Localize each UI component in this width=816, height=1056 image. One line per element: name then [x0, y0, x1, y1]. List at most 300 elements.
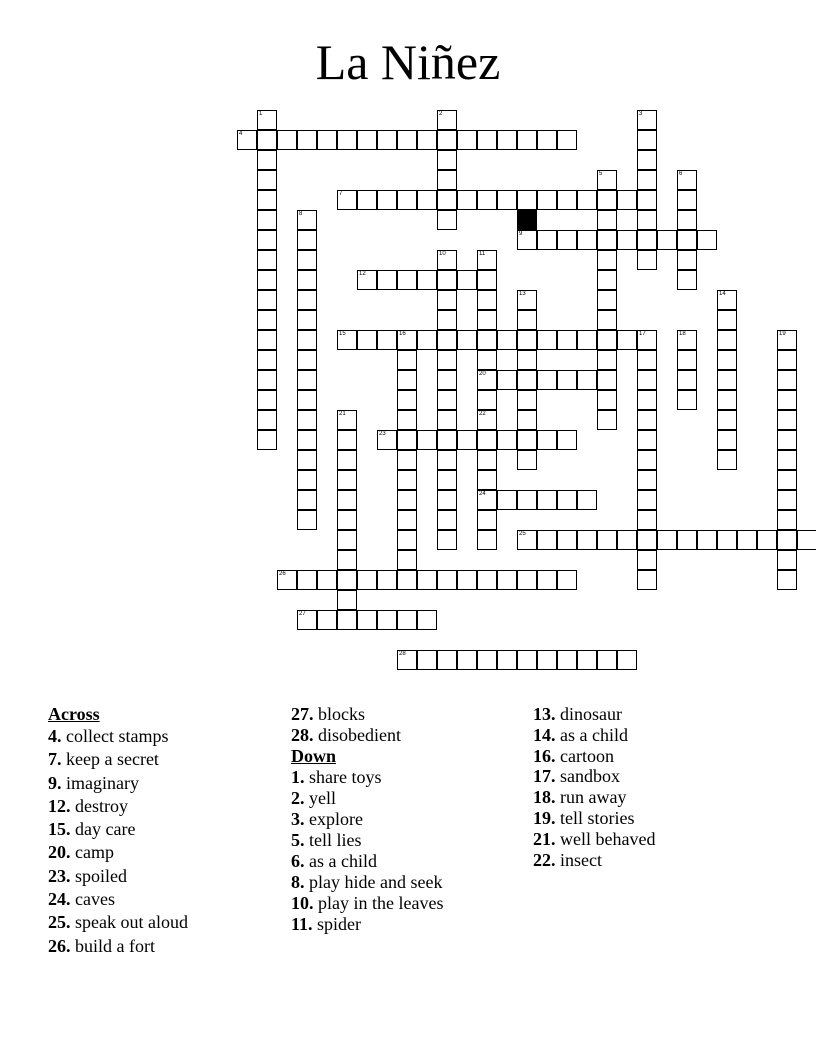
grid-cell[interactable]: [717, 410, 737, 430]
grid-cell[interactable]: [517, 130, 537, 150]
grid-cell[interactable]: [437, 190, 457, 210]
grid-cell[interactable]: [437, 310, 457, 330]
clue-text: caves: [70, 889, 115, 910]
grid-cell[interactable]: [277, 130, 297, 150]
grid-cell[interactable]: [637, 530, 657, 550]
grid-cell[interactable]: [477, 290, 497, 310]
grid-cell[interactable]: [617, 190, 637, 210]
grid-cell[interactable]: [497, 330, 517, 350]
grid-cell[interactable]: [357, 130, 377, 150]
grid-cell[interactable]: [617, 650, 637, 670]
grid-cell[interactable]: [417, 130, 437, 150]
grid-cell[interactable]: [677, 330, 697, 350]
grid-cell[interactable]: [577, 330, 597, 350]
grid-cell[interactable]: [437, 170, 457, 190]
grid-cell[interactable]: [457, 130, 477, 150]
grid-cell[interactable]: [437, 330, 457, 350]
grid-cell[interactable]: [677, 210, 697, 230]
grid-cell[interactable]: [417, 610, 437, 630]
grid-cell[interactable]: [657, 230, 677, 250]
grid-cell[interactable]: [297, 270, 317, 290]
grid-cell[interactable]: [637, 350, 657, 370]
grid-cell[interactable]: [317, 610, 337, 630]
grid-cell[interactable]: [337, 550, 357, 570]
grid-cell[interactable]: [257, 410, 277, 430]
grid-cell[interactable]: [397, 270, 417, 290]
grid-cell[interactable]: [337, 510, 357, 530]
grid-cell[interactable]: [557, 650, 577, 670]
grid-cell[interactable]: [437, 130, 457, 150]
grid-cell[interactable]: [497, 190, 517, 210]
grid-cell[interactable]: [317, 570, 337, 590]
grid-cell[interactable]: [757, 530, 777, 550]
grid-cell[interactable]: [437, 250, 457, 270]
grid-cell[interactable]: [637, 570, 657, 590]
grid-cell[interactable]: [637, 490, 657, 510]
grid-cell[interactable]: [637, 510, 657, 530]
grid-cell[interactable]: [297, 290, 317, 310]
grid-cell[interactable]: [537, 130, 557, 150]
grid-cell[interactable]: [257, 190, 277, 210]
grid-cell[interactable]: [557, 190, 577, 210]
grid-cell[interactable]: [237, 130, 257, 150]
grid-cell[interactable]: [477, 570, 497, 590]
clue-item: [533, 725, 655, 746]
grid-cell[interactable]: [777, 530, 797, 550]
grid-cell[interactable]: [477, 350, 497, 370]
grid-cell[interactable]: [577, 490, 597, 510]
grid-cell[interactable]: [277, 570, 297, 590]
grid-cell[interactable]: [297, 510, 317, 530]
grid-cell[interactable]: [777, 430, 797, 450]
grid-cell[interactable]: [477, 530, 497, 550]
grid-cell[interactable]: [557, 430, 577, 450]
clue-item: [291, 830, 443, 851]
grid-cell[interactable]: [377, 190, 397, 210]
grid-cell[interactable]: [677, 390, 697, 410]
grid-cell[interactable]: [517, 650, 537, 670]
grid-cell[interactable]: [697, 230, 717, 250]
grid-cell[interactable]: [537, 230, 557, 250]
grid-cell[interactable]: [437, 490, 457, 510]
grid-cell[interactable]: [397, 370, 417, 390]
grid-cell[interactable]: [637, 430, 657, 450]
grid-cell[interactable]: [597, 350, 617, 370]
clue-text: play in the leaves: [313, 893, 444, 913]
grid-cell[interactable]: [437, 450, 457, 470]
grid-cell[interactable]: [417, 270, 437, 290]
grid-cell[interactable]: [397, 530, 417, 550]
grid-cell[interactable]: [617, 330, 637, 350]
grid-cell[interactable]: [637, 170, 657, 190]
grid-cell[interactable]: [257, 110, 277, 130]
grid-cell[interactable]: [397, 350, 417, 370]
grid-cell[interactable]: [517, 350, 537, 370]
grid-cell[interactable]: [677, 530, 697, 550]
grid-cell[interactable]: [437, 530, 457, 550]
grid-cell[interactable]: [437, 290, 457, 310]
grid-cell[interactable]: [637, 450, 657, 470]
grid-cell[interactable]: [457, 270, 477, 290]
grid-cell[interactable]: [777, 350, 797, 370]
grid-cell[interactable]: [577, 370, 597, 390]
grid-cell[interactable]: [717, 310, 737, 330]
grid-cell[interactable]: [297, 430, 317, 450]
grid-cell[interactable]: [397, 410, 417, 430]
grid-cell[interactable]: [537, 650, 557, 670]
grid-cell[interactable]: [497, 130, 517, 150]
cell-number: 26: [279, 571, 286, 577]
grid-cell[interactable]: [677, 190, 697, 210]
grid-cell[interactable]: [337, 470, 357, 490]
grid-cell[interactable]: [517, 290, 537, 310]
grid-cell[interactable]: [457, 190, 477, 210]
grid-cell[interactable]: [477, 270, 497, 290]
grid-cell[interactable]: [417, 650, 437, 670]
grid-cell[interactable]: [337, 570, 357, 590]
grid-cell[interactable]: [517, 410, 537, 430]
grid-cell[interactable]: [777, 330, 797, 350]
grid-cell[interactable]: [397, 650, 417, 670]
grid-cell[interactable]: [597, 190, 617, 210]
grid-cell[interactable]: [597, 250, 617, 270]
grid-cell[interactable]: [337, 490, 357, 510]
grid-cell[interactable]: [797, 530, 816, 550]
grid-cell[interactable]: [297, 350, 317, 370]
grid-cell[interactable]: [677, 230, 697, 250]
grid-cell[interactable]: [437, 110, 457, 130]
grid-cell[interactable]: [297, 610, 317, 630]
grid-cell[interactable]: [397, 190, 417, 210]
grid-cell[interactable]: [357, 330, 377, 350]
grid-cell[interactable]: [337, 610, 357, 630]
grid-cell[interactable]: [297, 230, 317, 250]
grid-cell[interactable]: [537, 570, 557, 590]
grid-cell[interactable]: [397, 130, 417, 150]
grid-cell[interactable]: [337, 450, 357, 470]
grid-cell[interactable]: [597, 310, 617, 330]
grid-cell[interactable]: [297, 250, 317, 270]
grid-cell[interactable]: [717, 390, 737, 410]
grid-cell[interactable]: [677, 370, 697, 390]
grid-cell[interactable]: [637, 190, 657, 210]
grid-cell[interactable]: [297, 490, 317, 510]
grid-cell[interactable]: [637, 390, 657, 410]
grid-cell[interactable]: [437, 470, 457, 490]
grid-cell[interactable]: [477, 370, 497, 390]
grid-cell[interactable]: [257, 310, 277, 330]
grid-cell[interactable]: [457, 570, 477, 590]
clue-number: 4.: [48, 726, 62, 746]
grid-cell[interactable]: [677, 270, 697, 290]
grid-cell[interactable]: [437, 650, 457, 670]
grid-cell[interactable]: [337, 530, 357, 550]
grid-cell[interactable]: [397, 390, 417, 410]
grid-cell[interactable]: [397, 550, 417, 570]
grid-cell[interactable]: [257, 350, 277, 370]
grid-cell[interactable]: [777, 410, 797, 430]
grid-cell[interactable]: [597, 170, 617, 190]
grid-cell[interactable]: [477, 330, 497, 350]
grid-cell[interactable]: [637, 550, 657, 570]
grid-cell[interactable]: [577, 530, 597, 550]
grid-cell[interactable]: [297, 390, 317, 410]
grid-cell[interactable]: [257, 290, 277, 310]
clue-number: 10.: [291, 893, 314, 913]
grid-cell[interactable]: [257, 390, 277, 410]
cell-number: 22: [479, 411, 486, 417]
grid-cell[interactable]: [477, 250, 497, 270]
grid-cell[interactable]: [777, 490, 797, 510]
grid-cell[interactable]: [577, 650, 597, 670]
grid-cell[interactable]: [477, 470, 497, 490]
grid-cell[interactable]: [537, 370, 557, 390]
clue-number: 19.: [533, 807, 556, 828]
grid-cell[interactable]: [557, 490, 577, 510]
grid-cell[interactable]: [257, 370, 277, 390]
grid-cell[interactable]: [477, 430, 497, 450]
grid-cell[interactable]: [257, 250, 277, 270]
grid-cell[interactable]: [537, 190, 557, 210]
grid-cell[interactable]: [637, 410, 657, 430]
grid-cell[interactable]: [517, 310, 537, 330]
grid-cell[interactable]: [517, 530, 537, 550]
grid-cell[interactable]: [557, 330, 577, 350]
grid-cell[interactable]: [597, 290, 617, 310]
grid-cell[interactable]: [417, 190, 437, 210]
grid-cell[interactable]: [457, 330, 477, 350]
grid-cell[interactable]: [257, 150, 277, 170]
clue-item: [48, 865, 188, 888]
grid-cell[interactable]: [437, 390, 457, 410]
cell-number: 27: [299, 611, 306, 617]
grid-cell[interactable]: [437, 350, 457, 370]
grid-cell[interactable]: [777, 570, 797, 590]
grid-cell[interactable]: [437, 270, 457, 290]
cell-number: 21: [339, 411, 346, 417]
grid-cell[interactable]: [317, 130, 337, 150]
grid-cell[interactable]: [517, 230, 537, 250]
grid-cell[interactable]: [737, 530, 757, 550]
grid-cell[interactable]: [597, 330, 617, 350]
grid-cell[interactable]: [537, 430, 557, 450]
grid-cell[interactable]: [297, 410, 317, 430]
grid-cell[interactable]: [777, 450, 797, 470]
grid-cell[interactable]: [517, 330, 537, 350]
grid-cell[interactable]: [357, 570, 377, 590]
grid-cell[interactable]: [537, 330, 557, 350]
clue-item: [533, 766, 655, 787]
grid-cell[interactable]: [297, 310, 317, 330]
grid-cell[interactable]: [497, 430, 517, 450]
grid-cell[interactable]: [517, 370, 537, 390]
grid-cell[interactable]: [297, 470, 317, 490]
grid-cell[interactable]: [337, 130, 357, 150]
grid-cell[interactable]: [397, 510, 417, 530]
grid-cell[interactable]: [457, 650, 477, 670]
grid-cell[interactable]: [557, 530, 577, 550]
grid-cell[interactable]: [477, 490, 497, 510]
grid-cell[interactable]: [337, 590, 357, 610]
clue-item: [48, 888, 188, 911]
grid-cell[interactable]: [457, 430, 477, 450]
grid-cell[interactable]: [377, 130, 397, 150]
grid-cell[interactable]: [717, 290, 737, 310]
grid-cell[interactable]: [257, 430, 277, 450]
grid-cell[interactable]: [297, 130, 317, 150]
grid-cell[interactable]: [597, 530, 617, 550]
grid-cell[interactable]: [257, 170, 277, 190]
grid-cell[interactable]: [777, 550, 797, 570]
grid-cell[interactable]: [637, 250, 657, 270]
grid-cell[interactable]: [397, 490, 417, 510]
grid-cell[interactable]: [597, 210, 617, 230]
grid-cell[interactable]: [417, 330, 437, 350]
grid-cell[interactable]: [437, 430, 457, 450]
grid-cell[interactable]: [597, 230, 617, 250]
grid-cell[interactable]: [357, 270, 377, 290]
grid-cell[interactable]: [537, 490, 557, 510]
grid-cell[interactable]: [477, 130, 497, 150]
grid-cell[interactable]: [477, 510, 497, 530]
grid-cell[interactable]: [497, 570, 517, 590]
grid-cell[interactable]: [597, 410, 617, 430]
grid-cell[interactable]: [597, 370, 617, 390]
grid-cell[interactable]: [397, 610, 417, 630]
grid-cell[interactable]: [477, 650, 497, 670]
grid-cell[interactable]: [437, 570, 457, 590]
grid-cell[interactable]: [637, 150, 657, 170]
grid-cell[interactable]: [637, 230, 657, 250]
grid-cell[interactable]: [437, 150, 457, 170]
grid-cell[interactable]: [337, 430, 357, 450]
grid-cell[interactable]: [477, 190, 497, 210]
grid-cell[interactable]: [517, 390, 537, 410]
grid-cell[interactable]: [337, 190, 357, 210]
grid-cell[interactable]: [397, 430, 417, 450]
grid-cell[interactable]: [557, 370, 577, 390]
grid-cell[interactable]: [397, 570, 417, 590]
grid-cell[interactable]: [637, 470, 657, 490]
grid-cell[interactable]: [397, 450, 417, 470]
grid-cell[interactable]: [297, 330, 317, 350]
grid-cell[interactable]: [717, 370, 737, 390]
grid-cell[interactable]: [377, 330, 397, 350]
grid-cell[interactable]: [637, 130, 657, 150]
grid-cell[interactable]: [557, 130, 577, 150]
grid-cell[interactable]: [257, 270, 277, 290]
grid-cell[interactable]: [777, 510, 797, 530]
grid-cell[interactable]: [397, 470, 417, 490]
grid-cell[interactable]: [257, 330, 277, 350]
grid-cell[interactable]: [517, 190, 537, 210]
grid-cell[interactable]: [617, 230, 637, 250]
grid-cell[interactable]: [417, 570, 437, 590]
grid-cell[interactable]: [557, 570, 577, 590]
clue-text: yell: [304, 788, 336, 808]
grid-cell[interactable]: [417, 430, 437, 450]
clue-item: [48, 795, 188, 818]
grid-cell[interactable]: [777, 390, 797, 410]
clue-number: 22.: [533, 849, 556, 870]
grid-cell[interactable]: [617, 530, 637, 550]
grid-cell[interactable]: [677, 350, 697, 370]
grid-cell[interactable]: [537, 530, 557, 550]
grid-cell[interactable]: [337, 410, 357, 430]
grid-cell[interactable]: [357, 190, 377, 210]
grid-cell[interactable]: [257, 230, 277, 250]
grid-cell[interactable]: [357, 610, 377, 630]
grid-cell[interactable]: [717, 430, 737, 450]
grid-cell[interactable]: [577, 230, 597, 250]
grid-cell[interactable]: [777, 470, 797, 490]
grid-cell[interactable]: [517, 570, 537, 590]
grid-cell[interactable]: [557, 230, 577, 250]
grid-cell[interactable]: [657, 530, 677, 550]
grid-cell[interactable]: [337, 330, 357, 350]
grid-cell[interactable]: [597, 270, 617, 290]
grid-cell[interactable]: [437, 410, 457, 430]
grid-cell[interactable]: [597, 650, 617, 670]
grid-cell[interactable]: [697, 530, 717, 550]
grid-cell[interactable]: [297, 450, 317, 470]
cell-number: 24: [479, 491, 486, 497]
grid-cell[interactable]: [637, 210, 657, 230]
grid-cell[interactable]: [257, 130, 277, 150]
grid-cell[interactable]: [377, 610, 397, 630]
grid-cell[interactable]: [477, 390, 497, 410]
grid-cell[interactable]: [517, 430, 537, 450]
grid-cell[interactable]: [297, 370, 317, 390]
grid-cell[interactable]: [477, 310, 497, 330]
clue-text: speak out aloud: [70, 912, 188, 933]
grid-cell[interactable]: [517, 490, 537, 510]
grid-cell[interactable]: [637, 370, 657, 390]
clue-number: 1.: [291, 767, 305, 787]
grid-cell[interactable]: [597, 390, 617, 410]
grid-cell[interactable]: [377, 570, 397, 590]
grid-cell[interactable]: [257, 210, 277, 230]
grid-cell[interactable]: [397, 330, 417, 350]
grid-cell[interactable]: [717, 450, 737, 470]
grid-cell[interactable]: [437, 510, 457, 530]
grid-cell[interactable]: [577, 190, 597, 210]
grid-cell[interactable]: [477, 450, 497, 470]
grid-cell[interactable]: [517, 450, 537, 470]
grid-cell[interactable]: [717, 530, 737, 550]
cell-number: 15: [339, 331, 346, 337]
grid-cell[interactable]: [437, 370, 457, 390]
grid-cell[interactable]: [677, 250, 697, 270]
grid-cell[interactable]: [677, 170, 697, 190]
grid-cell[interactable]: [497, 490, 517, 510]
across-heading: Across: [48, 704, 100, 724]
grid-cell[interactable]: [637, 330, 657, 350]
clue-item: [291, 872, 443, 893]
grid-cell[interactable]: [637, 110, 657, 130]
grid-cell[interactable]: [497, 370, 517, 390]
grid-cell[interactable]: [297, 210, 317, 230]
grid-cell[interactable]: [297, 570, 317, 590]
grid-cell[interactable]: [477, 410, 497, 430]
grid-cell[interactable]: [377, 430, 397, 450]
grid-cell[interactable]: [497, 650, 517, 670]
grid-cell[interactable]: [777, 370, 797, 390]
grid-cell[interactable]: [717, 350, 737, 370]
grid-cell[interactable]: [437, 210, 457, 230]
grid-cell[interactable]: [717, 330, 737, 350]
grid-cell[interactable]: [377, 270, 397, 290]
